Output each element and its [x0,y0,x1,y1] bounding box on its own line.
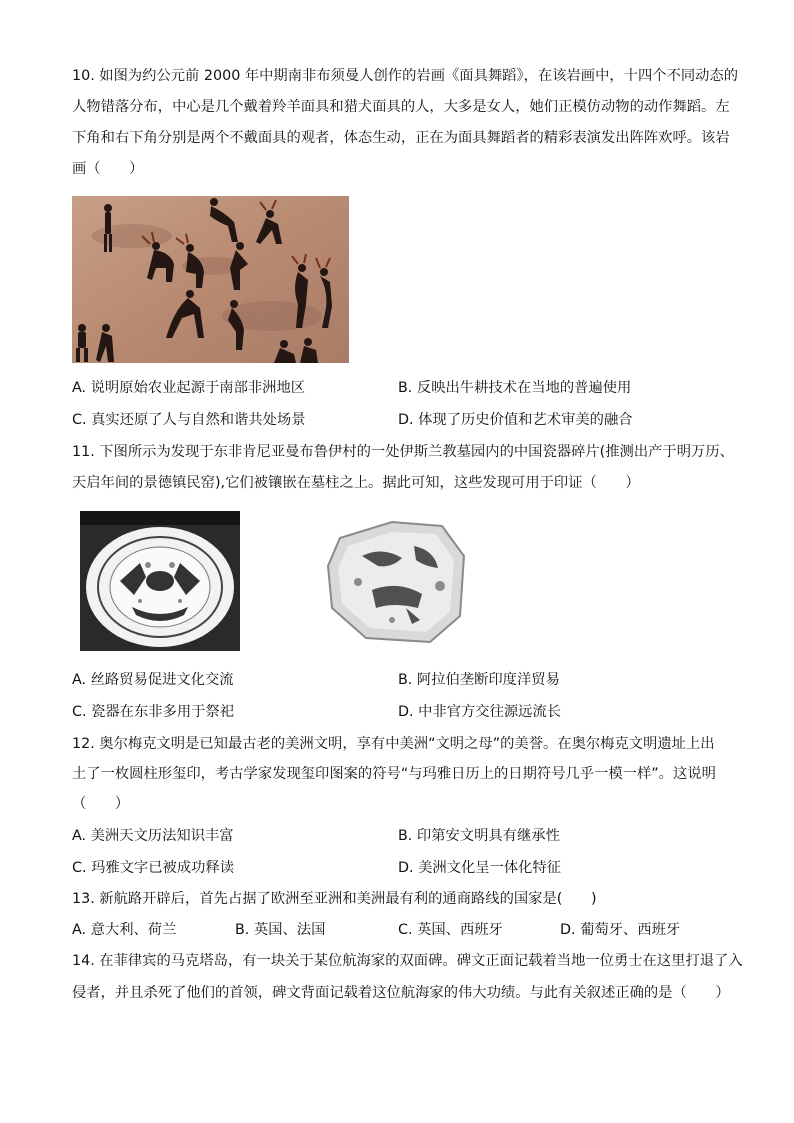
q12-option-a[interactable]: A. 美洲天文历法知识丰富 [72,828,234,844]
q12-option-d[interactable]: D. 美洲文化呈一体化特征 [398,860,562,876]
q11-option-c[interactable]: C. 瓷器在东非多用于祭祀 [72,704,235,720]
q10-line-4: 画（ ） [72,161,144,177]
q11-line-1: 11. 下图所示为发现于东非肯尼亚曼布鲁伊村的一处伊斯兰教墓园内的中国瓷器碎片(推测出产于明万历、 [72,444,734,460]
q10-option-b[interactable]: B. 反映出牛耕技术在当地的普遍使用 [398,380,632,396]
q11-option-a[interactable]: A. 丝路贸易促进文化交流 [72,672,234,688]
q13-option-b[interactable]: B. 英国、法国 [235,922,326,938]
q10-line-1: 10. 如图为约公元前 2000 年中期南非布须曼人创作的岩画《面具舞蹈》，在该岩画中，十四个不同动态的 [72,68,739,84]
q13-line-1: 13. 新航路开辟后，首先占据了欧洲至亚洲和美洲最有利的通商路线的国家是( ) [72,891,597,907]
q11-line-2: 天启年间的景德镇民窑),它们被镶嵌在墓柱之上。据此可知，这些发现可用于印证（ ） [72,475,640,491]
q13-option-c[interactable]: C. 英国、西班牙 [398,922,503,938]
q10-line-3: 下角和右下角分别是两个不戴面具的观者，体态生动，正在为面具舞蹈者的精彩表演发出阵阵欢呼。该岩 [72,130,730,146]
q14-line-1: 14. 在菲律宾的马克塔岛，有一块关于某位航海家的双面碑。碑文正面记载着当地一位勇士在这里打退了入 [72,953,743,969]
rock-painting-mask-dance-image [72,196,349,363]
q11-option-d[interactable]: D. 中非官方交往源远流长 [398,704,562,720]
q12-line-2: 土了一枚圆柱形玺印，考古学家发现玺印图案的符号“与玛雅日历上的日期符号几乎一模一样”。这说明 [72,766,716,782]
q10-line-2: 人物错落分布，中心是几个戴着羚羊面具和猎犬面具的人，大多是女人，她们正模仿动物的动作舞蹈。左 [72,99,730,115]
q13-option-d[interactable]: D. 葡萄牙、西班牙 [560,922,681,938]
q10-option-c[interactable]: C. 真实还原了人与自然和谐共处场景 [72,412,306,428]
q14-line-2: 侵者，并且杀死了他们的首领，碑文背面记载着这位航海家的伟大功绩。与此有关叙述正确的是（ ） [72,985,730,1001]
q10-option-d[interactable]: D. 体现了历史价值和艺术审美的融合 [398,412,633,428]
q12-line-3: （ ） [72,796,130,812]
q12-option-b[interactable]: B. 印第安文明具有继承性 [398,828,560,844]
q13-option-a[interactable]: A. 意大利、荷兰 [72,922,177,938]
porcelain-plate-image [80,511,240,651]
q12-option-c[interactable]: C. 玛雅文字已被成功释读 [72,860,235,876]
q12-line-1: 12. 奥尔梅克文明是已知最古老的美洲文明，享有中美洲“文明之母”的美誉。在奥尔梅克文明遗址上出 [72,736,715,752]
porcelain-shard-image [322,516,470,648]
q11-option-b[interactable]: B. 阿拉伯垄断印度洋贸易 [398,672,560,688]
q10-option-a[interactable]: A. 说明原始农业起源于南部非洲地区 [72,380,306,396]
